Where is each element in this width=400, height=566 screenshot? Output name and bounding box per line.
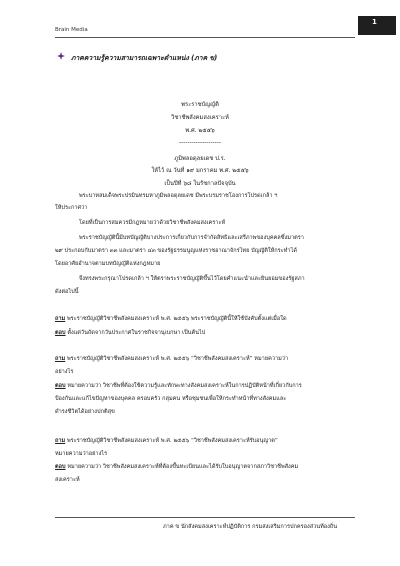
answer-label: ตอบ xyxy=(55,464,66,470)
question-2 xyxy=(55,355,288,363)
answer-1 xyxy=(55,329,205,337)
given-date: ให้ไว้ ณ วันที่ ๑๙ มกราคม พ.ศ. ๒๕๕๖ xyxy=(151,168,249,174)
question-label: ถาม xyxy=(55,316,66,322)
page-number-box xyxy=(358,16,396,35)
question-label: ถาม xyxy=(55,356,66,362)
question-2-cont: อย่างไร xyxy=(55,369,74,375)
answer-2 xyxy=(55,382,302,390)
act-year: พ.ศ. ๒๕๕๖ xyxy=(185,128,215,134)
act-title: พระราชบัญญัติ xyxy=(181,102,219,108)
footer-text: ภาค ข นักสังคมสงเคราะห์ปฏิบัติการ กรมส่งเสริมการปกครองส่วนท้องถิ่น xyxy=(163,524,338,530)
star-bullet-icon xyxy=(57,52,65,60)
answer-2-cont: ป้องกันและแก้ไขปัญหาของบุคคล ครอบครัว กลุ่มคน หรือชุมชนเพื่อให้กระทำหน้าที่ทางสังคมและ xyxy=(55,396,287,402)
preamble-line: พระบาทสมเด็จพระปรมินทรมหาภูมิพลอดุลยเดช มีพระบรมราชโองการโปรดเกล้า ฯ xyxy=(79,193,278,199)
heading-divider: -------------------- xyxy=(179,140,221,146)
question-3 xyxy=(55,437,278,445)
preamble-line: ให้ประกาศว่า xyxy=(55,205,88,211)
answer-label: ตอบ xyxy=(55,330,66,336)
answer-3-cont: สงเคราะห์ xyxy=(55,477,80,483)
brand-label: Brain Media xyxy=(55,27,88,33)
question-text: พระราชบัญญัติวิชาชีพสังคมสงเคราะห์ พ.ศ. ๒๕๕๖ “วิชาชีพสังคมสงเคราะห์” หมายความว่า xyxy=(65,356,289,362)
preamble-line: ๒๙ ประกอบกับมาตรา ๓๓ และมาตรา ๔๓ ของรัฐธรรมนูญแห่งราชอาณาจักรไทย บัญญัติให้กระทำได้ xyxy=(55,248,297,254)
question-3-cont: หมายความว่าอย่างไร xyxy=(55,451,108,457)
page-number: 1 xyxy=(372,18,377,26)
preamble-line: พระราชบัญญัตินี้มีบทบัญญัติบางประการเกี่ยวกับการจำกัดสิทธิและเสรีภาพของบุคคลซึ่งมาตรา xyxy=(79,235,304,241)
reign-year: เป็นปีที่ ๖๘ ในรัชกาลปัจจุบัน xyxy=(164,181,236,187)
answer-label: ตอบ xyxy=(55,383,66,389)
header-divider xyxy=(55,37,355,38)
section-title: ภาคความรู้ความสามารถเฉพาะตำแหน่ง (ภาค ข) xyxy=(71,54,218,62)
answer-text: หมายความว่า วิชาชีพที่ต้องใช้ความรู้และทักษะทางสังคมสงเคราะห์ในการปฏิบัติหน้าที่เกี่ยวกับการ xyxy=(65,383,302,389)
question-label: ถาม xyxy=(55,438,66,444)
preamble-line: โดยที่เป็นการสมควรมีกฎหมายว่าด้วยวิชาชีพสังคมสงเคราะห์ xyxy=(79,220,226,226)
question-text: พระราชบัญญัติวิชาชีพสังคมสงเคราะห์ พ.ศ. ๒๕๕๖ พระราชบัญญัตินี้ให้ใช้บังคับตั้งแต่เมื่อใด xyxy=(65,316,287,322)
answer-2-cont: ดำรงชีวิตได้อย่างปกติสุข xyxy=(55,409,115,415)
preamble-line: จึงทรงพระกรุณาโปรดเกล้า ฯ ให้ตราพระราชบัญญัติขึ้นไว้โดยคำแนะนำและยินยอมของรัฐสภา xyxy=(79,276,305,282)
royal-signature: ภูมิพลอดุลยเดช ป.ร. xyxy=(174,156,226,162)
answer-text: หมายความว่า วิชาชีพสังคมสงเคราะห์ที่ต้องขึ้นทะเบียนและได้รับใบอนุญาตจากสภาวิชาชีพสังคม xyxy=(65,464,299,470)
question-1 xyxy=(55,315,287,323)
preamble-line: ดังต่อไปนี้ xyxy=(55,289,79,295)
footer-divider xyxy=(55,517,355,518)
preamble-line: โดยอาศัยอำนาจตามบทบัญญัติแห่งกฎหมาย xyxy=(55,261,161,267)
answer-text: ตั้งแต่วันถัดจากวันประกาศในราชกิจจานุเบกษา เป็นต้นไป xyxy=(65,330,206,336)
question-text: พระราชบัญญัติวิชาชีพสังคมสงเคราะห์ พ.ศ. ๒๕๕๖ “วิชาชีพสังคมสงเคราะห์รับอนุญาต” xyxy=(65,438,278,444)
act-subject: วิชาชีพสังคมสงเคราะห์ xyxy=(171,115,229,121)
answer-3 xyxy=(55,463,298,471)
